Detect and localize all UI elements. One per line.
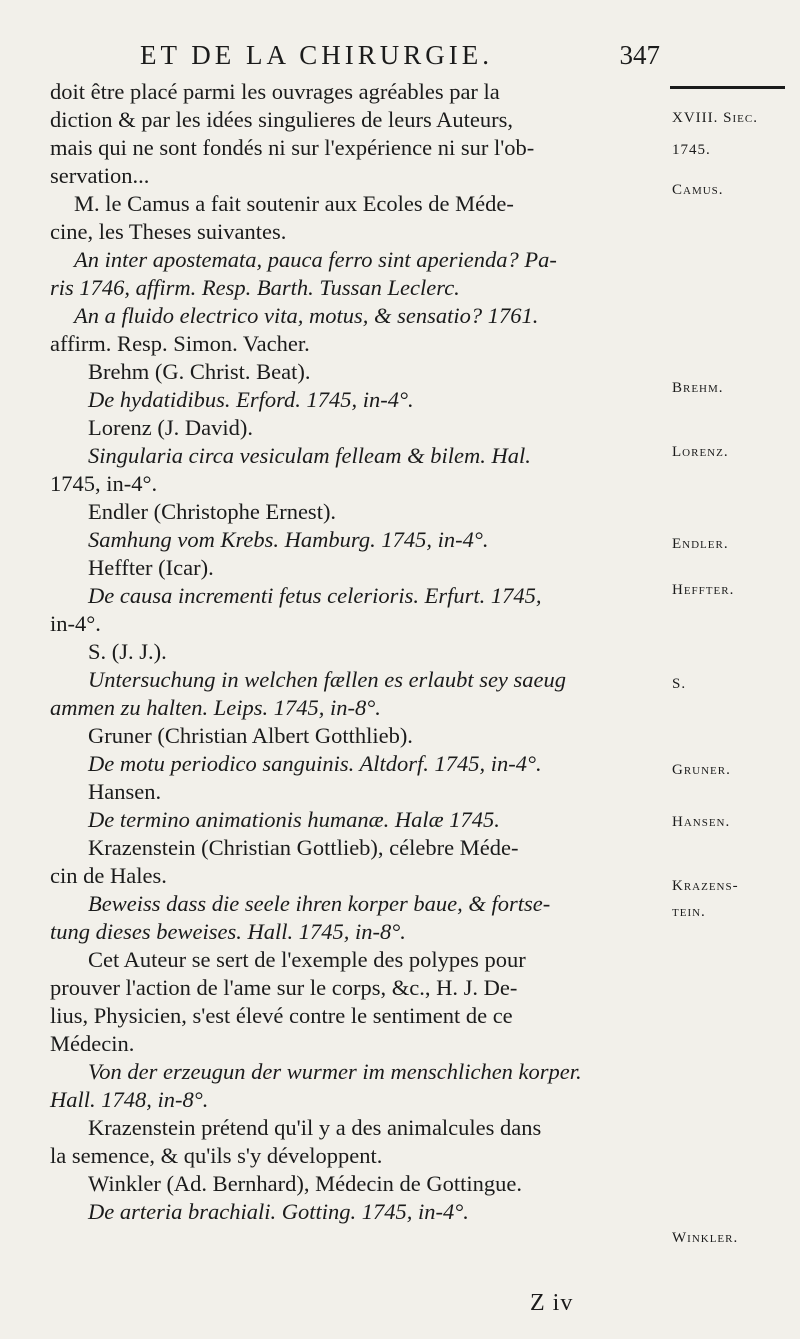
text-line: la semence, & qu'ils s'y développent. — [50, 1143, 383, 1168]
text-line: tung dieses beweises. Hall. 1745, in-8°. — [50, 919, 406, 944]
text-line: Brehm (G. Christ. Beat). — [88, 359, 311, 384]
margin-note: tein. — [672, 904, 706, 920]
text-line: 1745, in-4°. — [50, 471, 158, 496]
text-line: ris 1746, affirm. Resp. Barth. Tussan Leclerc. — [50, 275, 460, 300]
text-line: S. (J. J.). — [88, 639, 167, 664]
signature-mark: Z iv — [530, 1290, 574, 1316]
text-line: Lorenz (J. David). — [88, 415, 253, 440]
text-line: Heffter (Icar). — [88, 555, 214, 580]
text-line: servation... — [50, 163, 150, 188]
text-line: Von der erzeugun der wurmer im menschlichen korper. — [88, 1059, 582, 1084]
margin-note: XVIII. Siec. — [672, 110, 758, 126]
text-line: affirm. Resp. Simon. Vacher. — [50, 331, 310, 356]
text-line: doit être placé parmi les ouvrages agréables par la — [50, 79, 500, 104]
text-line: Singularia circa vesiculam felleam & bilem. Hal. — [88, 443, 531, 468]
text-line: Médecin. — [50, 1031, 135, 1056]
text-line: Winkler (Ad. Bernhard), Médecin de Gottingue. — [88, 1171, 522, 1196]
text-line: Endler (Christophe Ernest). — [88, 499, 337, 524]
text-line: Hall. 1748, in-8°. — [50, 1087, 209, 1112]
text-line: An inter apostemata, pauca ferro sint aperienda? Pa- — [74, 247, 557, 272]
text-line: mais qui ne sont fondés ni sur l'expérience ni sur l'ob- — [50, 135, 535, 160]
text-line: De hydatidibus. Erford. 1745, in-4°. — [88, 387, 414, 412]
margin-note: Endler. — [672, 536, 729, 552]
margin-note: Camus. — [672, 182, 724, 198]
text-line: De arteria brachiali. Gotting. 1745, in-4°. — [88, 1199, 469, 1224]
page-number: 347 — [619, 40, 660, 70]
running-header — [140, 40, 660, 80]
text-line: in-4°. — [50, 611, 101, 636]
text-line: Untersuchung in welchen fællen es erlaubt sey saeug — [88, 667, 567, 692]
text-line: De termino animationis humanæ. Halæ 1745. — [88, 807, 500, 832]
text-line: De causa incrementi fetus celerioris. Erfurt. 1745, — [88, 583, 542, 608]
margin-note: Winkler. — [672, 1230, 739, 1246]
text-line: Beweiss dass die seele ihren korper baue, & fortse- — [88, 891, 551, 916]
text-line: Krazenstein prétend qu'il y a des animalcules dans — [88, 1115, 542, 1140]
margin-note: 1745. — [672, 142, 711, 158]
margin-note: Gruner. — [672, 762, 731, 778]
margin-note: Hansen. — [672, 814, 731, 830]
margin-note: Krazens- — [672, 878, 739, 894]
text-line: M. le Camus a fait soutenir aux Ecoles de Méde- — [74, 191, 514, 216]
body-text — [50, 78, 670, 1226]
text-line: Samhung vom Krebs. Hamburg. 1745, in-4°. — [88, 527, 489, 552]
margin-rule — [670, 86, 785, 89]
margin-note: Brehm. — [672, 380, 724, 396]
text-line: Cet Auteur se sert de l'exemple des polypes pour — [88, 947, 526, 972]
margin-note: Lorenz. — [672, 444, 729, 460]
margin-note: Heffter. — [672, 582, 735, 598]
text-line: ammen zu halten. Leips. 1745, in-8°. — [50, 695, 381, 720]
text-line: De motu periodico sanguinis. Altdorf. 1745, in-4°. — [88, 751, 542, 776]
text-line: cin de Hales. — [50, 863, 167, 888]
margin-note: S. — [672, 676, 687, 692]
text-line: diction & par les idées singulieres de leurs Auteurs, — [50, 107, 514, 132]
text-line: prouver l'action de l'ame sur le corps, &c., H. J. De- — [50, 975, 518, 1000]
running-title: ET DE LA CHIRURGIE. — [140, 40, 493, 70]
text-line: Hansen. — [88, 779, 162, 804]
text-line: Gruner (Christian Albert Gotthlieb). — [88, 723, 413, 748]
text-line: cine, les Theses suivantes. — [50, 219, 287, 244]
text-line: An a fluido electrico vita, motus, & sensatio? 1761. — [74, 303, 539, 328]
text-line: lius, Physicien, s'est élevé contre le sentiment de ce — [50, 1003, 513, 1028]
text-line: Krazenstein (Christian Gottlieb), célebre Méde- — [88, 835, 519, 860]
